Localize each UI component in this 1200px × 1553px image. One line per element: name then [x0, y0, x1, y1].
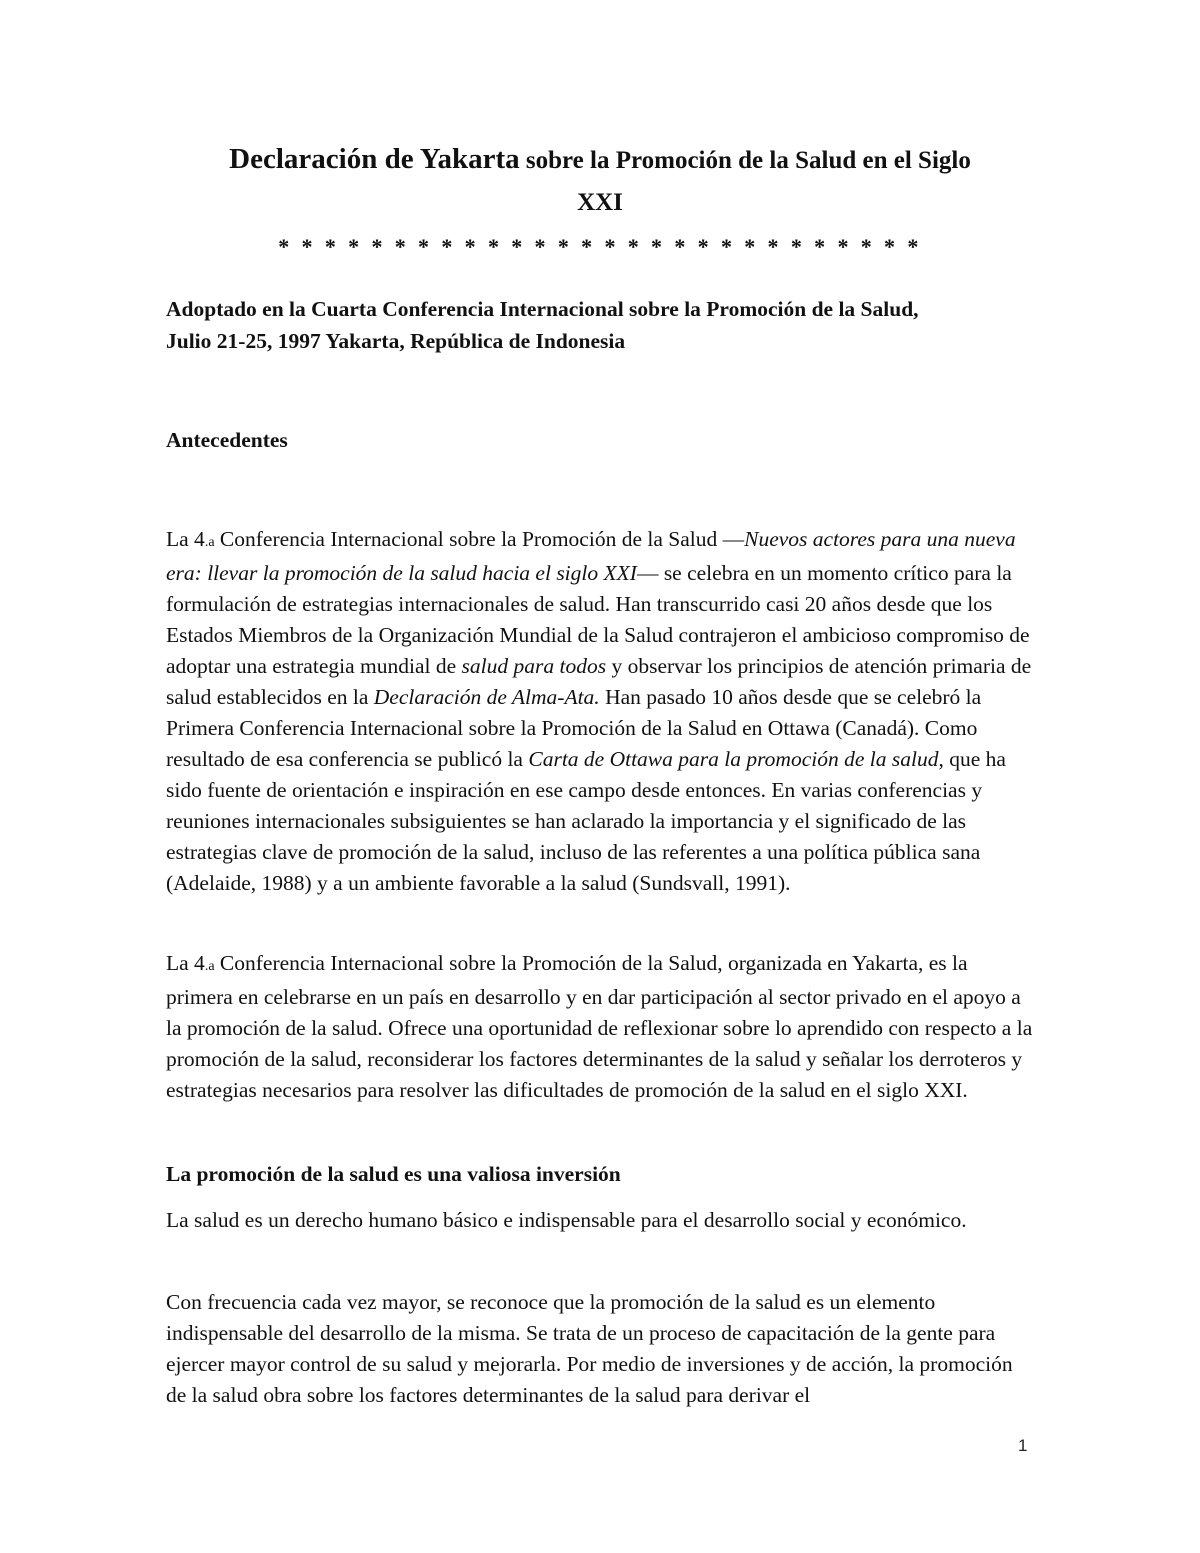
p1-text: , que ha sido fuente de orientación e inspiración en ese campo desde entonces. En varias conferencias y reuniones internacionales subsiguientes se han aclarado la importancia y el significado de las estrategias clave de promoción de la salud, incluso de las referentes a una política pública sana (Adelaide, 1988) y a un ambiente favorable a la salud (Sundsvall, 1991). — [166, 747, 1006, 895]
paragraph-1 — [166, 524, 1034, 899]
subtitle-line1: Adoptado en la Cuarta Conferencia Internacional sobre la Promoción de la Salud, — [166, 297, 919, 321]
title-rest: sobre la Promoción de la Salud en el Siglo — [519, 147, 971, 174]
document-title — [166, 138, 1034, 224]
p1-text: Conferencia Internacional sobre la Promoción de la Salud — — [214, 527, 745, 551]
title-main: Declaración de Yakarta — [229, 143, 520, 175]
p1-text: y observar los principios de atención primaria de salud establecidos en la — [166, 654, 1032, 709]
p2-text: La 4 — [166, 951, 205, 975]
p1-text: Han pasado 10 años desde que se celebró la Primera Conferencia Internacional sobre la Promoción de la Salud en Ottawa (Canadá). Como resultado de esa conferencia se publicó la — [166, 685, 982, 771]
paragraph-2 — [166, 948, 1034, 1106]
page-number: 1 — [1018, 1436, 1028, 1455]
p1-italic-ottawa: Carta de Ottawa para la promoción de la salud — [528, 747, 939, 771]
paragraph-4: Con frecuencia cada vez mayor, se reconoce que la promoción de la salud es un elemento indispensable del desarrollo de la misma. Se trata de un proceso de capacitación de la gente para ejercer mayor control de su salud y mejorarla. Por medio de inversiones y de acción, la promoción de la salud obra sobre los factores determinantes de la salud para derivar el — [166, 1290, 1013, 1407]
title-line2: XXI — [577, 189, 623, 216]
p1-italic-theme: Nuevos actores para una nueva era: llevar la promoción de la salud hacia el siglo XXI — [166, 527, 1016, 585]
heading-investment: La promoción de la salud es una valiosa inversión — [166, 1162, 621, 1186]
p2-text: Conferencia Internacional sobre la Promoción de la Salud, organizada en Yakarta, es la primera en celebrarse en un país en desarrollo y en dar participación al sector privado en el apoyo a la promoción de la salud. Ofrece una oportunidad de reflexionar sobre lo aprendido con respecto a la promoción de la salud, reconsiderar los factores determinantes de la salud y señalar los derroteros y estrategias necesarios para resolver las dificultades de promoción de la salud en el siglo XXI. — [166, 951, 1033, 1102]
p2-ordinal: .a — [204, 959, 215, 974]
p1-italic-salud-para-todos: salud para todos — [461, 654, 607, 678]
document-subtitle — [166, 293, 1034, 357]
paragraph-3: La salud es un derecho humano básico e indispensable para el desarrollo social y económico. — [166, 1208, 967, 1232]
subtitle-line2: Julio 21-25, 1997 Yakarta, República de Indonesia — [166, 329, 626, 353]
stars-separator: * * * * * * * * * * * * * * * * * * * * * * * * * * * * — [278, 234, 922, 259]
heading-background: Antecedentes — [166, 428, 288, 452]
p1-text: — se celebra en un momento crítico para la formulación de estrategias internacionales de salud. Han transcurrido casi 20 años desde que los Estados Miembros de la Organización Mundial de la Salud contrajeron el ambicioso compromiso de adoptar una estrategia mundial de — [166, 561, 1030, 678]
p1-italic-alma-ata: Declaración de Alma-Ata. — [373, 685, 600, 709]
p1-text: La 4 — [166, 527, 205, 551]
p1-ordinal: .a — [204, 535, 215, 550]
